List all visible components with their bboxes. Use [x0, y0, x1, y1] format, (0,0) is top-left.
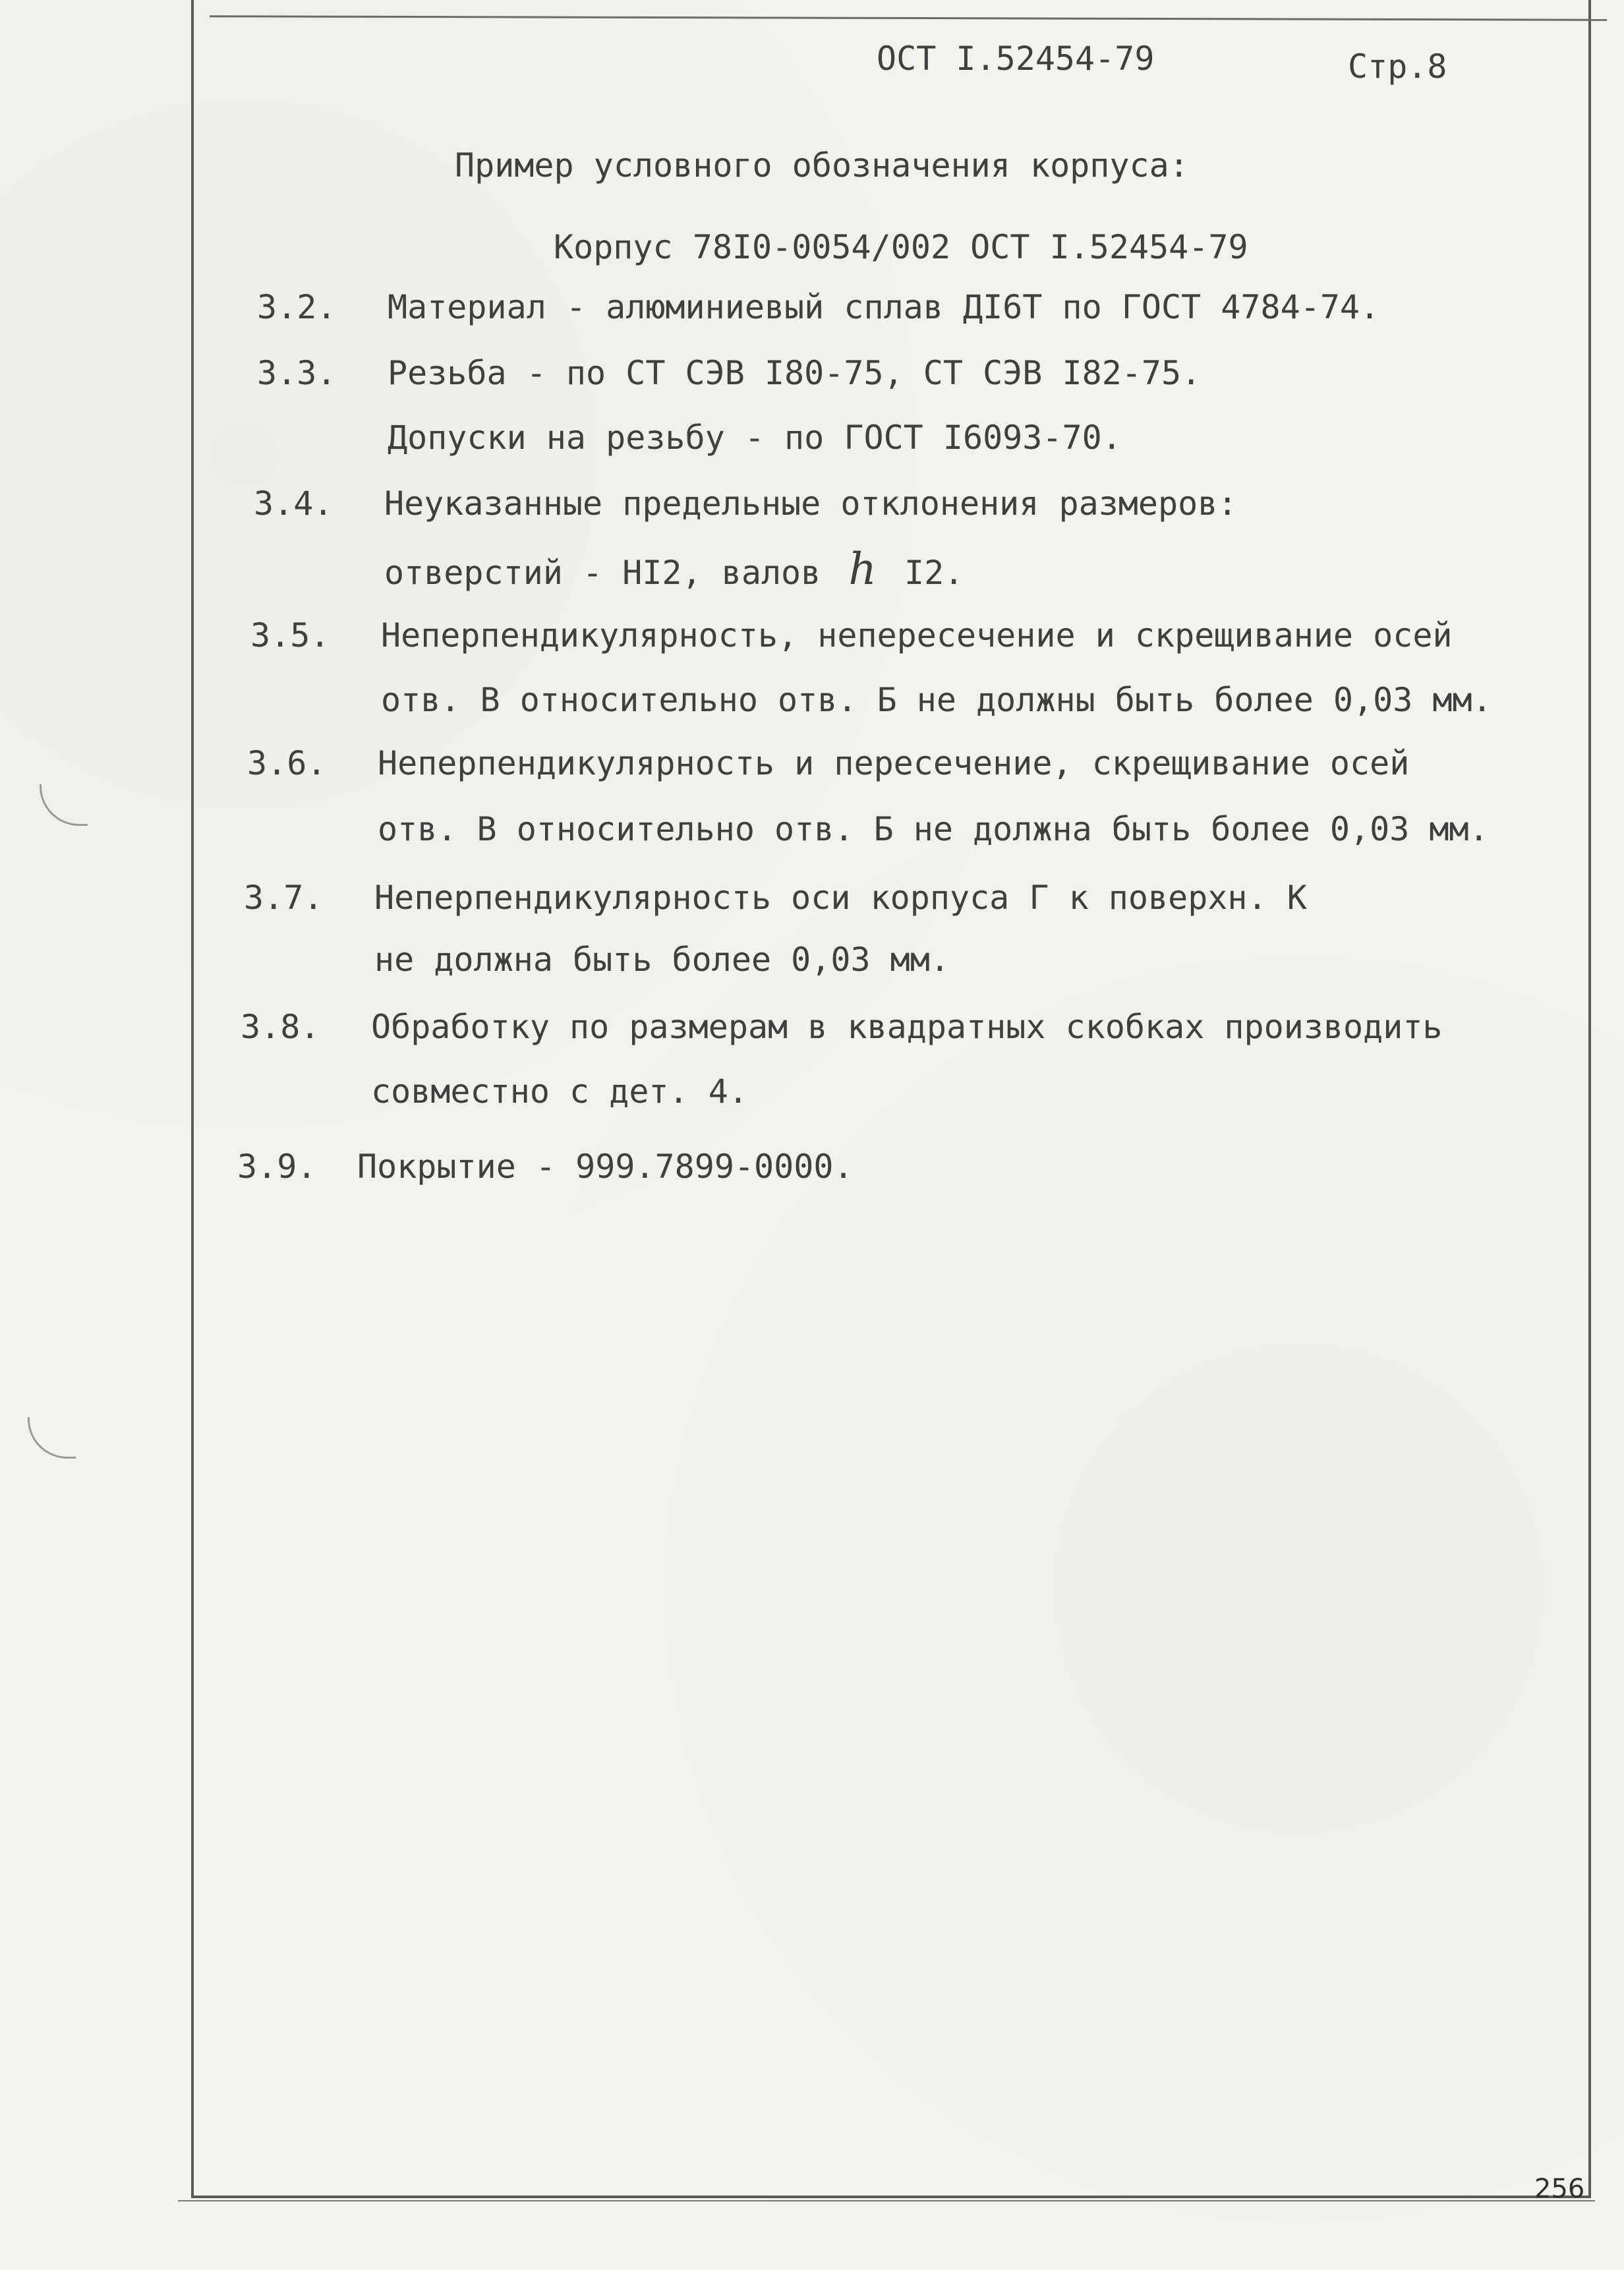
clause-number: 3.6. — [247, 744, 327, 782]
example-heading: Пример условного обозначения корпуса: — [455, 146, 1189, 185]
clause-text: Обработку по размерам в квадратных скобках производить — [371, 1008, 1443, 1046]
clause-number: 3.3. — [257, 354, 337, 392]
clause-text: отв. В относительно отв. Б не должны быть более 0,03 мм. — [381, 681, 1492, 719]
clause-text: Покрытие - 999.7899-0000. — [357, 1148, 854, 1186]
tolerance-suffix: I2. — [884, 554, 964, 592]
clause-number: 3.8. — [241, 1008, 320, 1046]
clause-text: Материал - алюминиевый сплав ДI6Т по ГОСТ 4784-74. — [388, 288, 1380, 326]
clause-number: 3.7. — [244, 879, 324, 917]
sheet-number: 256 — [1534, 2174, 1585, 2204]
clause-text: не должна быть более 0,03 мм. — [374, 941, 950, 979]
document-code: ОСТ I.52454-79 — [877, 40, 1155, 78]
clause-number: 3.9. — [237, 1148, 317, 1186]
handwritten-shaft-symbol: h — [848, 544, 877, 595]
clause-text: Неуказанные предельные отклонения размеров: — [384, 484, 1238, 523]
clause-text: Неперпендикулярность оси корпуса Г к поверхн. К — [374, 879, 1307, 917]
clause-text: Неперпендикулярность, непересечение и скрещивание осей — [381, 616, 1453, 655]
clause-number: 3.2. — [257, 288, 337, 326]
clause-text: Неперпендикулярность и пересечение, скрещивание осей — [378, 744, 1410, 782]
page-number-label: Стр.8 — [1348, 47, 1447, 86]
clause-text: отв. В относительно отв. Б не должна быть более 0,03 мм. — [378, 810, 1489, 848]
clause-text: Допуски на резьбу - по ГОСТ I6093-70. — [388, 419, 1122, 457]
clause-text: Резьба - по СТ СЭВ I80-75, СТ СЭВ I82-75. — [388, 354, 1202, 392]
clause-text: совместно с дет. 4. — [371, 1072, 748, 1111]
clause-number: 3.4. — [254, 484, 334, 523]
tolerance-line — [384, 539, 964, 603]
bottom-rule — [178, 2200, 1595, 2201]
clause-number: 3.5. — [250, 616, 330, 655]
tolerance-prefix: отверстий - HI2, валов — [384, 554, 841, 592]
example-designation: Корпус 78I0-0054/002 ОСТ I.52454-79 — [554, 228, 1248, 266]
